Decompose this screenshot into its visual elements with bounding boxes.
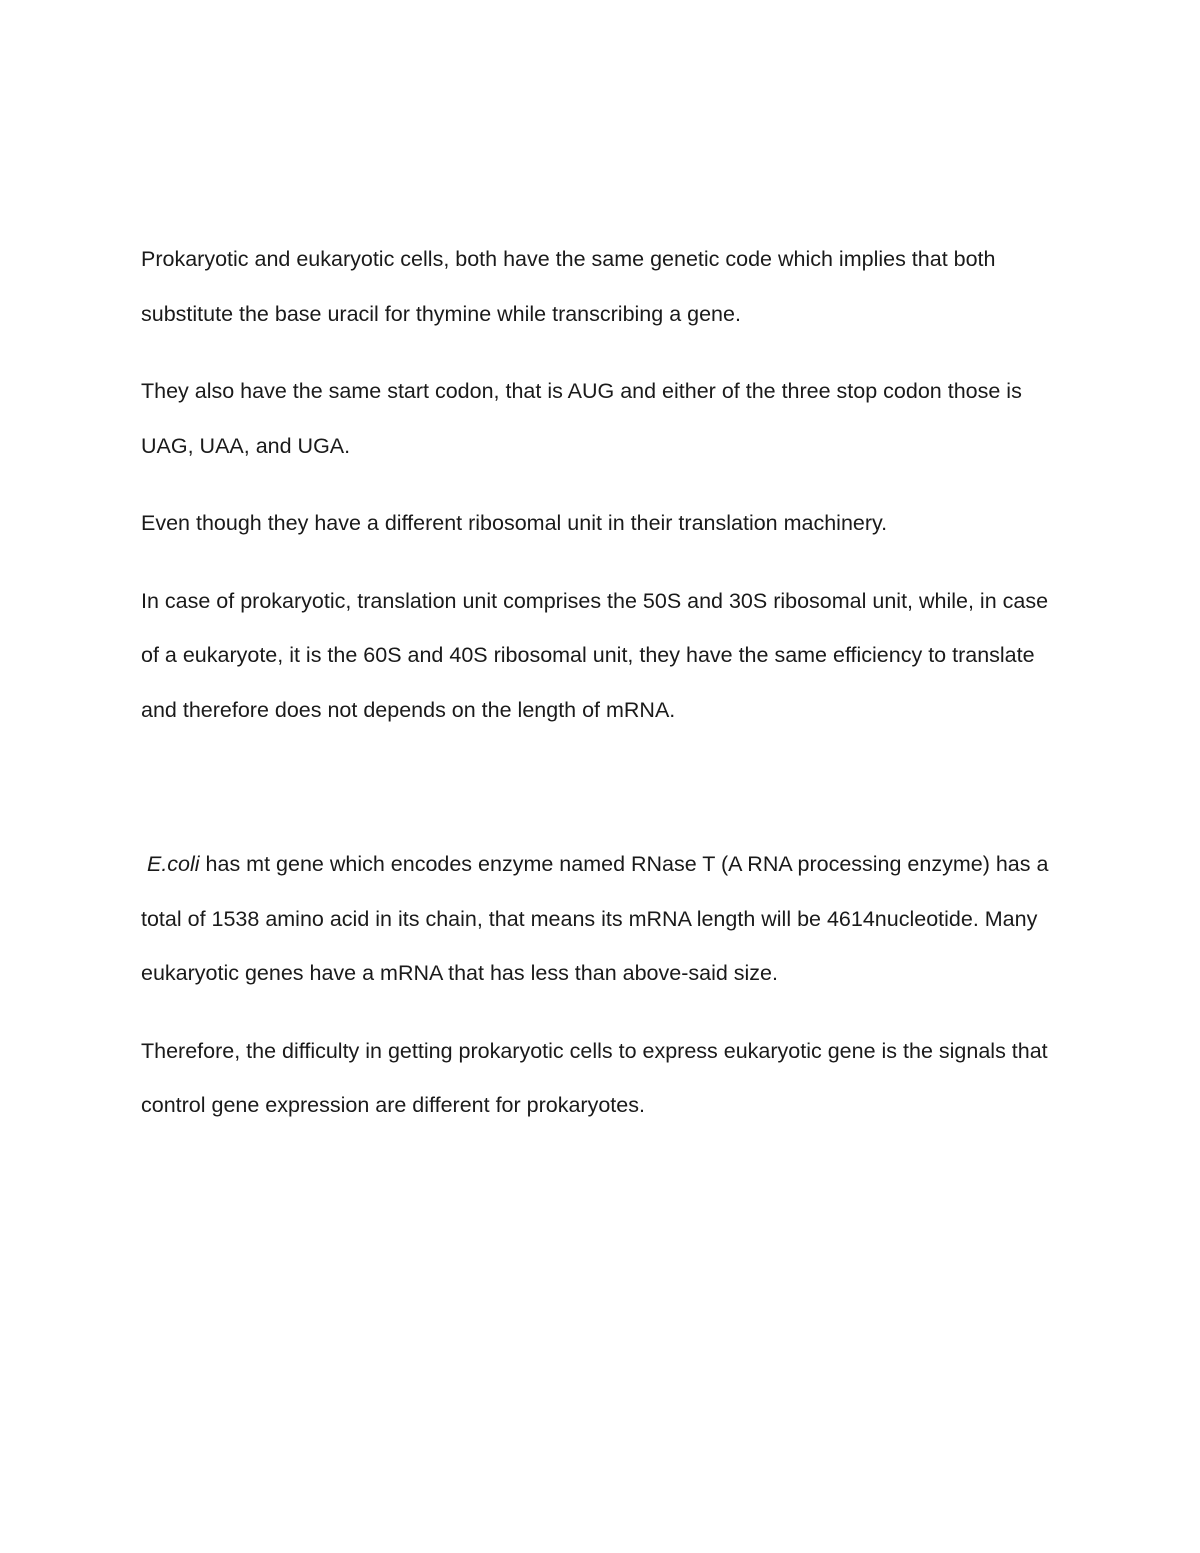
paragraph-genetic-code: Prokaryotic and eukaryotic cells, both have the same genetic code which implies that both substitute the base uracil for thymine while transcribing a gene.: [141, 247, 996, 326]
paragraph-ecoli: [141, 837, 1071, 1001]
paragraph-conclusion: Therefore, the difficulty in getting prokaryotic cells to express eukaryotic gene is the signals that control gene expression are different for prokaryotes.: [141, 1038, 1048, 1117]
blank-line: [141, 760, 1071, 837]
ecoli-text: has mt gene which encodes enzyme named RNase T (A RNA processing enzyme) has a total of 1538 amino acid in its chain, that means its mRNA length will be 4614nucleotide. Many eukaryotic genes have a mRNA that has less than above-said size.: [141, 852, 1049, 985]
ecoli-term: E.coli: [146, 852, 200, 876]
document-body: [141, 232, 1071, 1156]
paragraph-ribosomal-unit: Even though they have a different ribosomal unit in their translation machinery.: [141, 511, 888, 535]
paragraph-ribosome-comparison: In case of prokaryotic, translation unit comprises the 50S and 30S ribosomal unit, while, in case of a eukaryote, it is the 60S and 40S ribosomal unit, they have the same efficiency to translate and therefore does not depends on the length of mRNA.: [141, 588, 1049, 722]
paragraph-codons: They also have the same start codon, that is AUG and either of the three stop codon those is UAG, UAA, and UGA.: [141, 379, 1022, 458]
